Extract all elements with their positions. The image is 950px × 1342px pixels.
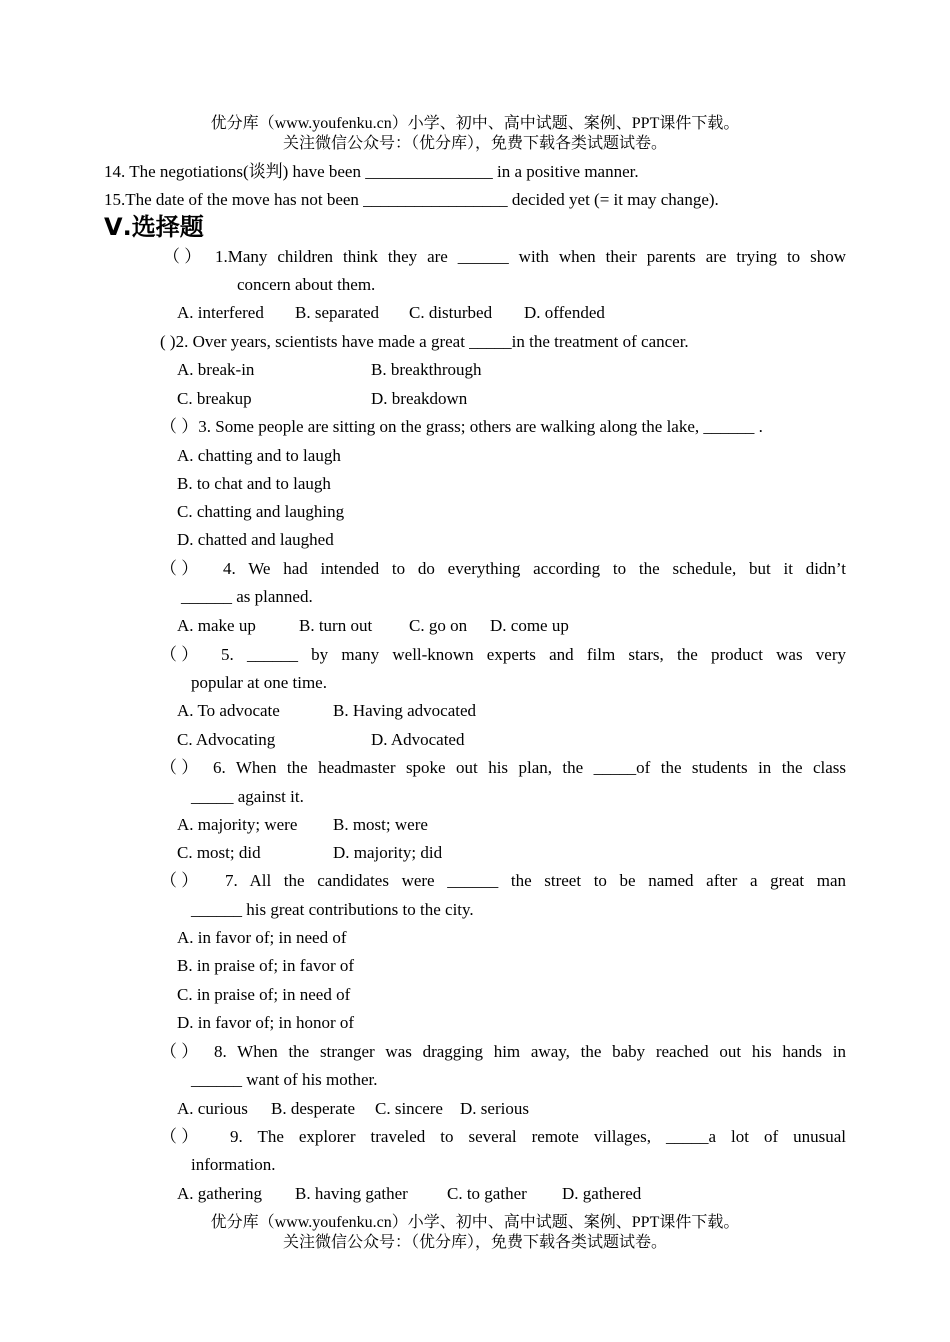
q8-option-d: D. serious xyxy=(460,1099,529,1118)
q6-option-d: D. majority; did xyxy=(333,843,443,862)
footer-line-1: 优分库（www.youfenku.cn）小学、初中、高中试题、案例、PPT课件下载。 xyxy=(210,1214,740,1231)
q1-stem-line2: concern about them. xyxy=(237,275,376,294)
q5-stem-line1: 5. ______ by many well-known experts and film stars, the product was very xyxy=(221,645,846,664)
q6-option-a: A. majority; were xyxy=(177,815,298,834)
q5-paren: （ ） xyxy=(160,645,199,664)
q4-option-d: D. come up xyxy=(490,616,569,635)
q9-stem-line1: 9. The explorer traveled to several remote villages, _____a lot of unusual xyxy=(230,1127,846,1146)
q1-option-a: A. interfered xyxy=(177,303,264,322)
section-title: Ⅴ.选择题 xyxy=(104,213,204,241)
q3-option-b: B. to chat and to laugh xyxy=(177,474,331,493)
q6-stem-line1: 6. When the headmaster spoke out his plan, the _____of the students in the class xyxy=(213,758,846,777)
q5-option-d: D. Advocated xyxy=(371,730,465,749)
q1-option-d: D. offended xyxy=(524,303,605,322)
q7-stem-line1: 7. All the candidates were ______ the street to be named after a great man xyxy=(225,871,846,890)
q2-option-c: C. breakup xyxy=(177,389,252,408)
q3-option-a: A. chatting and to laugh xyxy=(177,446,341,465)
q6-option-c: C. most; did xyxy=(177,843,261,862)
q2-stem-line1: ( )2. Over years, scientists have made a great _____in the treatment of cancer. xyxy=(160,332,689,351)
q3-stem-line1: （ ）3. Some people are sitting on the grass; others are walking along the lake, ______ . xyxy=(160,417,763,436)
q9-paren: （ ） xyxy=(160,1127,199,1146)
q7-option-b: B. in praise of; in favor of xyxy=(177,956,355,975)
q5-option-a: A. To advocate xyxy=(177,701,280,720)
q9-option-a: A. gathering xyxy=(177,1184,262,1203)
q5-option-c: C. Advocating xyxy=(177,730,276,749)
q2-option-d: D. breakdown xyxy=(371,389,468,408)
q7-stem-line2: ______ his great contributions to the city. xyxy=(191,900,474,919)
q8-stem-line1: 8. When the stranger was dragging him away, the baby reached out his hands in xyxy=(214,1042,846,1061)
q8-option-b: B. desperate xyxy=(271,1099,356,1118)
q1-paren: （ ） xyxy=(163,247,202,266)
q7-paren: （ ） xyxy=(160,871,199,890)
q4-stem-line1: 4. We had intended to do everything according to the schedule, but it didn’t xyxy=(223,559,846,578)
q8-paren: （ ） xyxy=(160,1042,199,1061)
q3-option-c: C. chatting and laughing xyxy=(177,502,345,521)
q2-option-a: A. break-in xyxy=(177,360,255,379)
q6-option-b: B. most; were xyxy=(333,815,428,834)
q7-option-c: C. in praise of; in need of xyxy=(177,985,351,1004)
q5-option-b: B. Having advocated xyxy=(333,701,477,720)
q7-option-a: A. in favor of; in need of xyxy=(177,928,347,947)
q4-stem-line2: ______ as planned. xyxy=(181,587,313,606)
footer-line-2: 关注微信公众号：（优分库），免费下载各类试题试卷。 xyxy=(282,1234,667,1251)
q4-option-c: C. go on xyxy=(409,616,468,635)
q4-option-a: A. make up xyxy=(177,616,256,635)
q8-option-a: A. curious xyxy=(177,1099,248,1118)
q7-option-d: D. in favor of; in honor of xyxy=(177,1013,355,1032)
header-line-2: 关注微信公众号：（优分库），免费下载各类试题试卷。 xyxy=(282,135,667,152)
q6-stem-line2: _____ against it. xyxy=(191,787,304,806)
q4-paren: （ ） xyxy=(160,559,199,578)
q1-stem-line1: 1.Many children think they are ______ with when their parents are trying to show xyxy=(215,247,846,266)
q3-option-d: D. chatted and laughed xyxy=(177,530,334,549)
q4-option-b: B. turn out xyxy=(299,616,373,635)
q8-option-c: C. sincere xyxy=(375,1099,443,1118)
q9-option-d: D. gathered xyxy=(562,1184,642,1203)
q5-stem-line2: popular at one time. xyxy=(191,673,327,692)
q8-stem-line2: ______ want of his mother. xyxy=(191,1070,378,1089)
q1-option-b: B. separated xyxy=(295,303,380,322)
question-15: 15.The date of the move has not been _________________ decided yet (= it may change). xyxy=(104,190,719,209)
q2-option-b: B. breakthrough xyxy=(371,360,482,379)
q9-stem-line2: information. xyxy=(191,1155,276,1174)
question-14: 14. The negotiations(谈判) have been _______________ in a positive manner. xyxy=(104,162,639,181)
q6-paren: （ ） xyxy=(160,758,199,777)
q9-option-c: C. to gather xyxy=(447,1184,527,1203)
header-line-1: 优分库（www.youfenku.cn）小学、初中、高中试题、案例、PPT课件下载。 xyxy=(210,115,740,132)
q1-option-c: C. disturbed xyxy=(409,303,493,322)
q9-option-b: B. having gather xyxy=(295,1184,408,1203)
